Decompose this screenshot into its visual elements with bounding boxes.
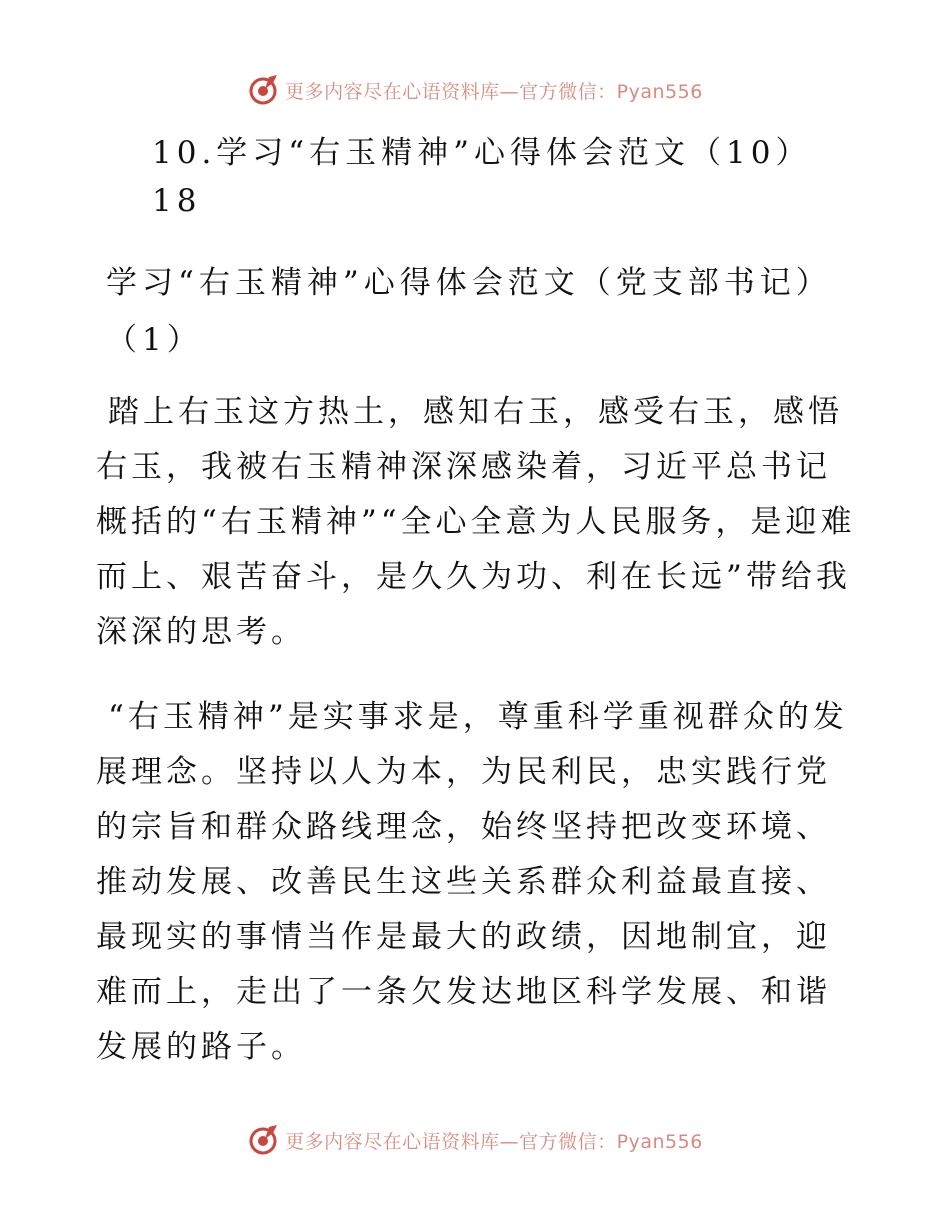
body-paragraph-1 xyxy=(96,385,856,660)
watermark-text: 更多内容尽在心语资料库—官方微信：Pyan556 xyxy=(285,1130,703,1153)
article-title: 学习“右玉精神”心得体会范文（党支部书记） xyxy=(106,265,832,301)
paragraph-text: 踏上右玉这方热土，感知右玉，感受右玉，感悟右玉，我被右玉精神深深感染着，习近平总书记概括的“右玉精神”“全心全意为人民服务，是迎难而上、艰苦奋斗，是久久为功、利在长远”带给我深深的思考。 xyxy=(96,394,856,650)
toc-entry-page-number: 18 xyxy=(152,183,202,219)
header-watermark xyxy=(0,72,950,108)
watermark-text: 更多内容尽在心语资料库—官方微信：Pyan556 xyxy=(285,80,703,103)
paragraph-text: “右玉精神”是实事求是，尊重科学重视群众的发展理念。坚持以人为本，为民利民，忠实践行党的宗旨和群众路线理念，始终坚持把改变环境、推动发展、改善民生这些关系群众利益最直接、最现实的事情当作是最大的政绩，因地制宜，迎难而上，走出了一条欠发达地区科学发展、和谐发展的路子。 xyxy=(96,699,848,1065)
footer-watermark xyxy=(0,1122,950,1158)
quill-logo-icon xyxy=(247,74,279,106)
quill-logo-icon xyxy=(247,1124,279,1156)
article-title-number: （1） xyxy=(106,322,203,358)
toc-entry-title: 10.学习“右玉精神”心得体会范文（10） xyxy=(152,135,812,171)
body-paragraph-2 xyxy=(96,690,856,1075)
